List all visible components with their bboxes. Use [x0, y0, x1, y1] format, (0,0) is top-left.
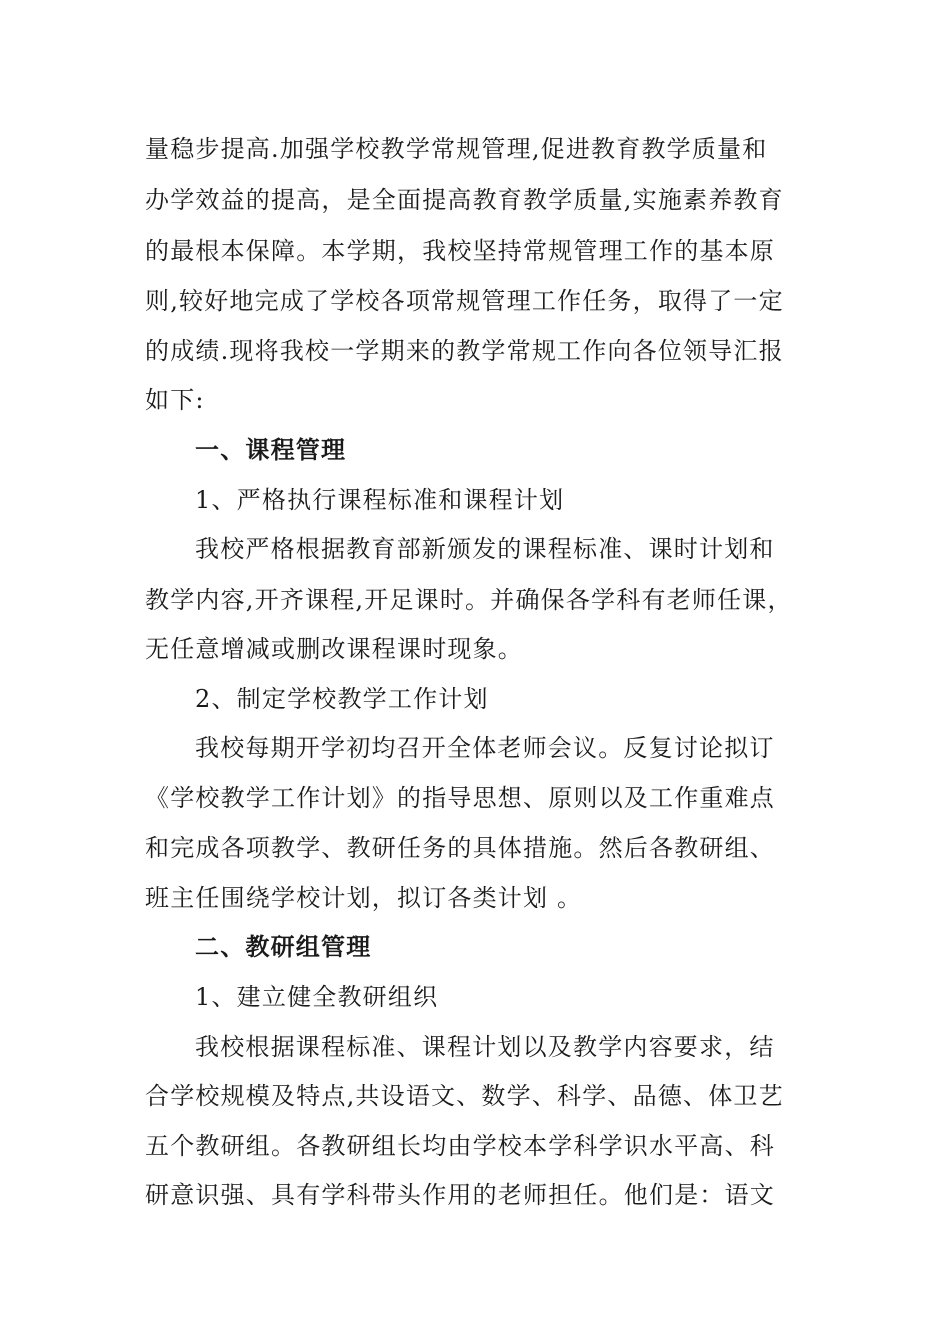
section-heading: 一、课程管理	[195, 435, 347, 464]
paragraph-line: 研意识强、具有学科带头作用的老师担任。他们是：语文	[145, 1181, 775, 1209]
paragraph-line: 办学效益的提高，是全面提高教育教学质量,实施素养教育	[145, 186, 784, 214]
paragraph-line: 如下:	[145, 386, 205, 414]
paragraph-line: 合学校规模及特点,共设语文、数学、科学、品德、体卫艺	[145, 1082, 784, 1110]
subsection-heading: 2、制定学校教学工作计划	[195, 685, 489, 713]
paragraph-line: 我校严格根据教育部新颁发的课程标准、课时计划和	[195, 535, 775, 563]
subsection-heading: 1、严格执行课程标准和课程计划	[195, 486, 565, 514]
paragraph-line: 则,较好地完成了学校各项常规管理工作任务，取得了一定	[145, 287, 784, 315]
paragraph-line: 量稳步提高.加强学校教学常规管理,促进教育教学质量和	[145, 135, 768, 163]
paragraph-line: 我校根据课程标准、课程计划以及教学内容要求，结	[195, 1033, 775, 1061]
paragraph-line: 教学内容,开齐课程,开足课时。并确保各学科有老师任课，	[145, 586, 793, 614]
section-heading: 二、教研组管理	[195, 932, 372, 961]
paragraph-line: 的成绩.现将我校一学期来的教学常规工作向各位领导汇报	[145, 337, 784, 365]
paragraph-line: 五个教研组。各教研组长均由学校本学科学识水平高、科	[145, 1132, 775, 1160]
subsection-heading: 1、建立健全教研组织	[195, 983, 439, 1011]
paragraph-line: 无任意增减或删改课程课时现象。	[145, 635, 523, 663]
paragraph-line: 的最根本保障。本学期，我校坚持常规管理工作的基本原	[145, 237, 775, 265]
paragraph-line: 《学校教学工作计划》的指导思想、原则以及工作重难点	[145, 784, 775, 812]
paragraph-line: 和完成各项教学、教研任务的具体措施。然后各教研组、	[145, 834, 775, 862]
paragraph-line: 班主任围绕学校计划，拟订各类计划 。	[145, 884, 583, 912]
paragraph-line: 我校每期开学初均召开全体老师会议。反复讨论拟订	[195, 734, 775, 762]
